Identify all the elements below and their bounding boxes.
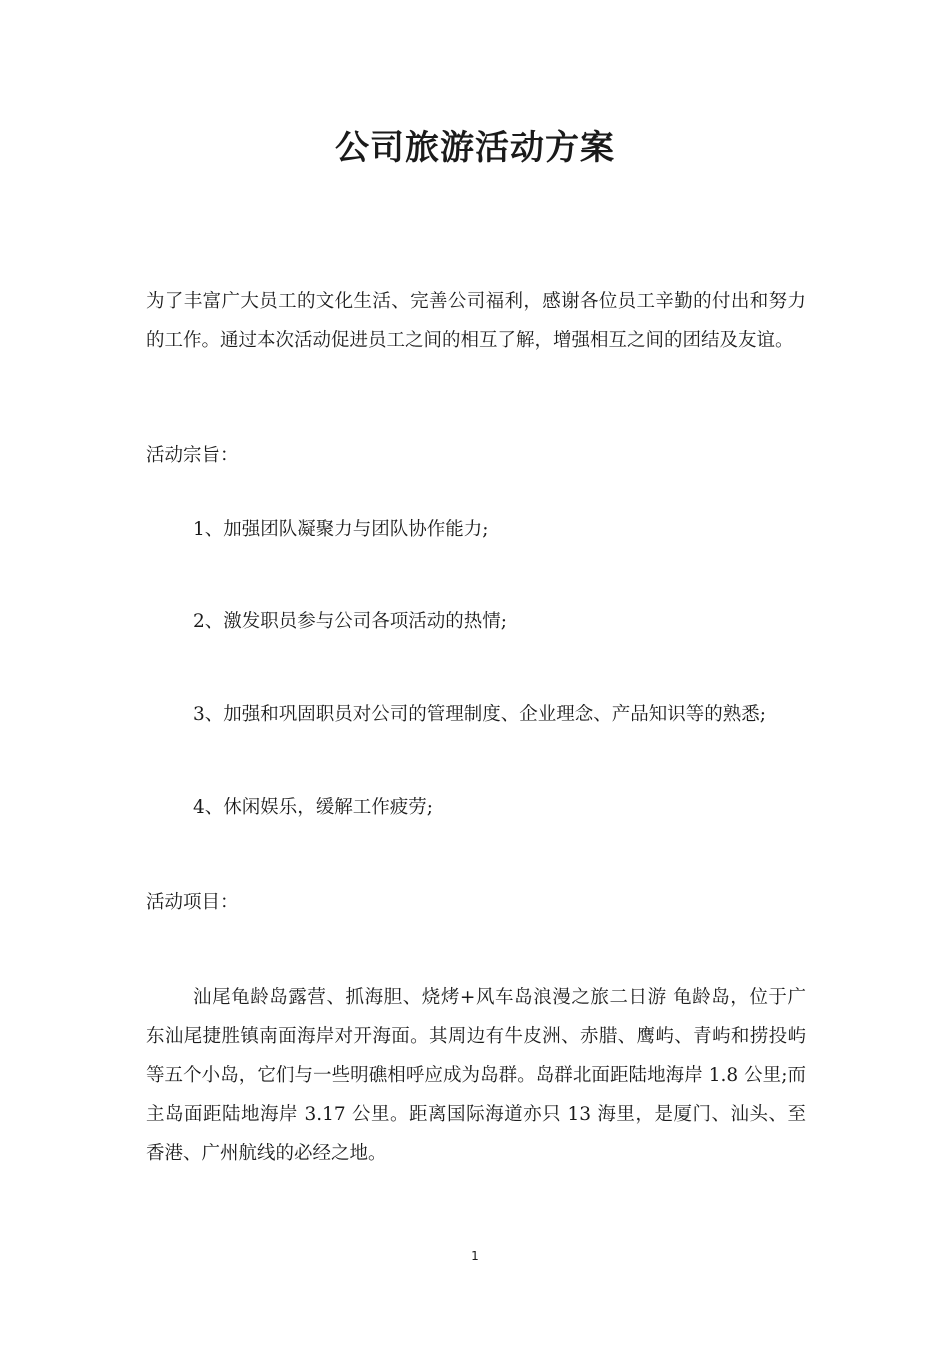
project-paragraph: 汕尾龟龄岛露营、抓海胆、烧烤+风车岛浪漫之旅二日游 龟龄岛，位于广东汕尾捷胜镇南面海岸对开海面。其周边有牛皮洲、赤腊、鹰屿、青屿和捞投屿等五个小岛，它们与一些明礁相呼应成为岛群。岛群北面距陆地海岸 1.8 公里;而主岛面距陆地海岸 3.17 公里。距离国际海道亦只 13 海里，是厦门、汕头、至香港、广州航线的必经之地。 [146, 987, 806, 1164]
page-title: 公司旅游活动方案 [335, 128, 615, 168]
project-heading: 活动项目： [146, 892, 239, 913]
purpose-heading: 活动宗旨： [146, 445, 239, 466]
purpose-item: 3、加强和巩固职员对公司的管理制度、企业理念、产品知识等的熟悉; [193, 704, 767, 725]
page-number: 1 [471, 1249, 479, 1263]
purpose-item: 1、加强团队凝聚力与团队协作能力; [193, 519, 489, 540]
intro-paragraph: 为了丰富广大员工的文化生活、完善公司福利，感谢各位员工辛勤的付出和努力的工作。通过本次活动促进员工之间的相互了解，增强相互之间的团结及友谊。 [146, 291, 806, 351]
purpose-item: 4、休闲娱乐，缓解工作疲劳; [193, 797, 434, 818]
purpose-item: 2、激发职员参与公司各项活动的热情; [193, 611, 508, 632]
